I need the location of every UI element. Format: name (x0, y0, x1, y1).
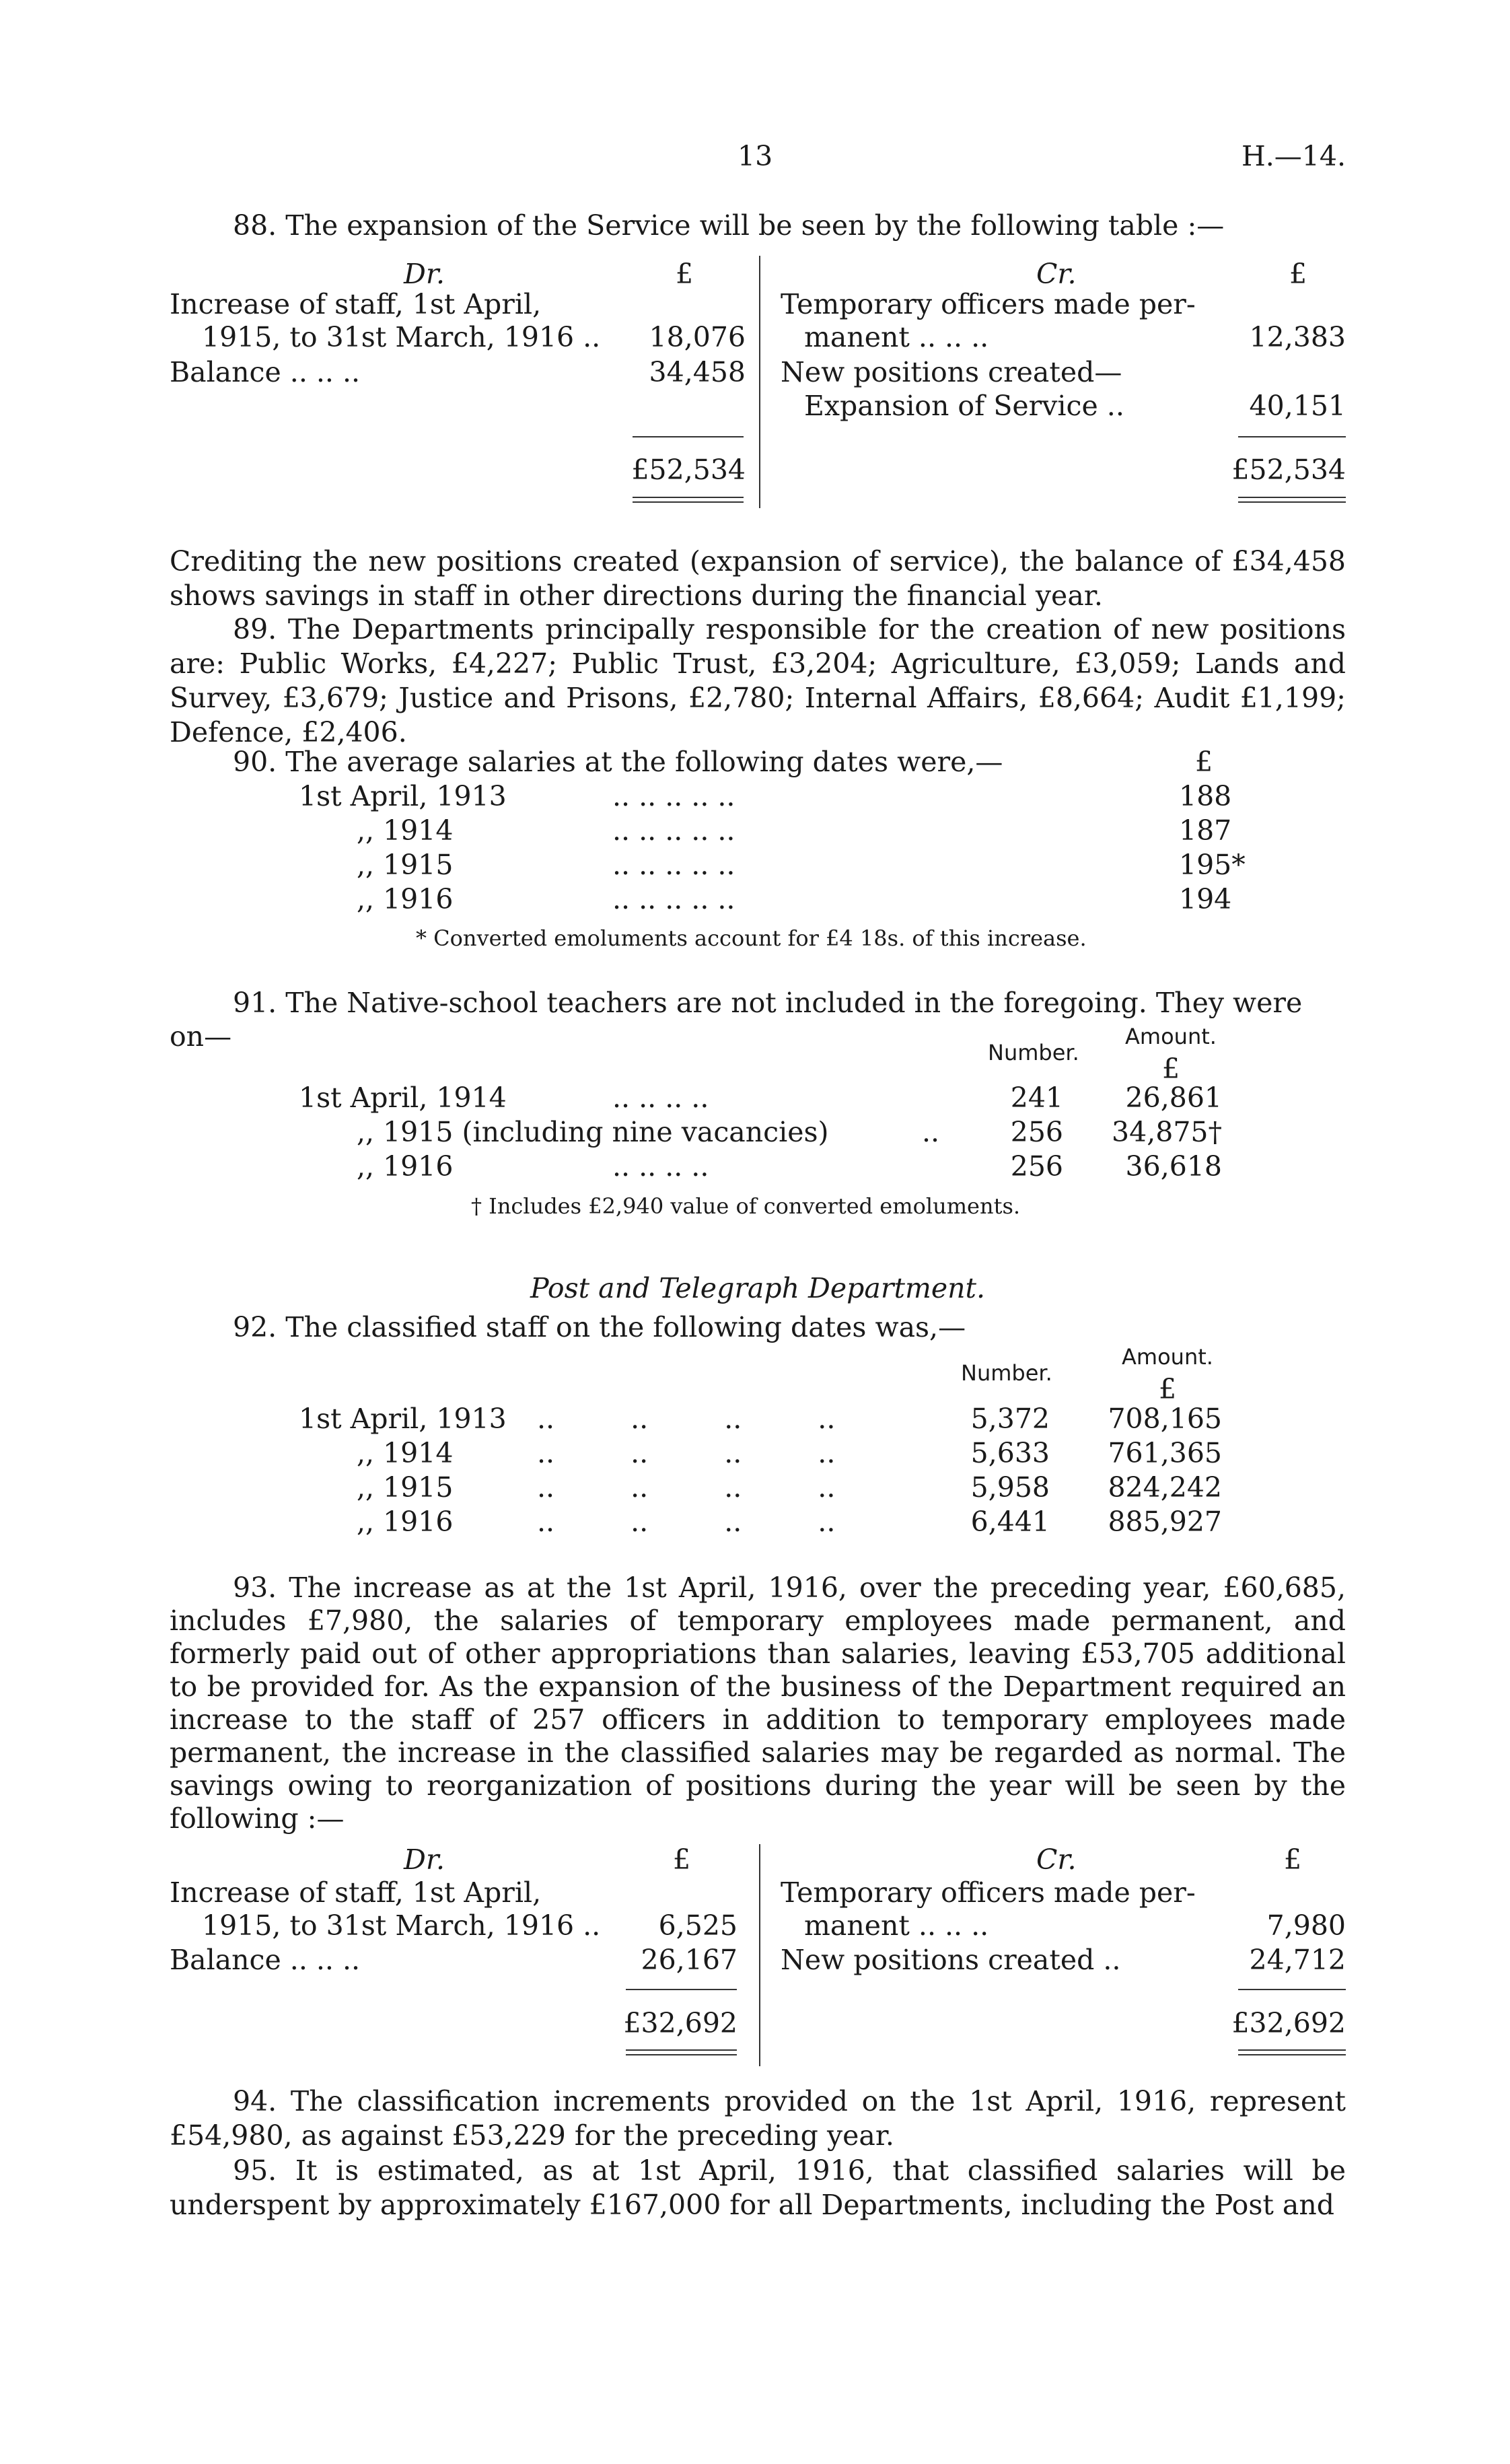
table-92-row-label: ,, 1914 (357, 1437, 454, 1469)
table-90-row-label: ,, 1914 (357, 814, 454, 847)
table-92-col-number: Number. (961, 1360, 1052, 1386)
table-88-cr-double-rule-1 (1238, 497, 1346, 498)
table-88-cr-row2-a: New positions created— (781, 356, 1122, 388)
table-91-row-dots: .. (922, 1116, 940, 1148)
table-88-cr-row2-amount: 40,151 (1249, 390, 1346, 422)
table-90-row-dots: .. .. .. .. .. (612, 849, 735, 881)
table-93-cr-label: Cr. (1036, 1843, 1077, 1876)
paragraph-88-after-text: Crediting the new positions created (expansion of service), the balance of £34,458 shows savings in staff in other directions during the financial year. (170, 545, 1346, 612)
table-88-cr-double-rule-2 (1238, 501, 1346, 503)
paragraph-90-intro: 90. The average salaries at the following dates were,— (233, 746, 1003, 778)
table-91-row-amount: 34,875† (1112, 1116, 1222, 1148)
table-92-row-amount: 824,242 (1108, 1471, 1222, 1504)
table-92-row-amount: 761,365 (1108, 1437, 1222, 1469)
paragraph-93-text: 93. The increase as at the 1st April, 1916, over the preceding year, £60,685, includes £7,980, the salaries of temporary employees made permanent, and formerly paid out of other appropriations than salaries, leaving £53,705 additional to be provided for. As the expansion of the business of the Department required an increase to the staff of 257 officers in addition to temporary employees made permanent, the increase in the classified salaries may be regarded as normal. The savings owing to reorganization of positions during the year will be seen by the following :— (170, 1572, 1346, 1835)
table-90-row-label: ,, 1916 (357, 883, 454, 915)
table-88-dr-rule (633, 436, 744, 437)
table-93-dr-row2: Balance .. .. .. (170, 1944, 361, 1976)
table-88-dr-double-rule-2 (633, 501, 744, 503)
table-91-row-dots: .. .. .. .. (612, 1082, 709, 1114)
table-90-row-value: 187 (1179, 814, 1232, 847)
table-88-cr-row1-b: manent .. .. .. (804, 321, 989, 353)
table-91-row-amount: 36,618 (1125, 1150, 1222, 1183)
table-93-dr-row1-a: Increase of staff, 1st April, (170, 1876, 542, 1909)
paragraph-93 (170, 1572, 1346, 1835)
paragraph-89-text: 89. The Departments principally responsible for the creation of new positions are: Public Works, £4,227; Public Trust, £3,204; Agriculture, £3,059; Lands and Survey, £3,679; Justice and Prisons, £2,780; Internal Affairs, £8,664; Audit £1,199; Defence, £2,406. (170, 613, 1346, 748)
table-88-cr-label: Cr. (1036, 258, 1077, 290)
table-88-divider (759, 256, 760, 508)
table-92-row-dots: .. .. .. .. (537, 1403, 836, 1435)
table-88-dr-row1-b: 1915, to 31st March, 1916 .. (202, 321, 601, 353)
table-88-cr-row1-a: Temporary officers made per- (781, 288, 1196, 320)
table-93-cr-rule (1238, 1989, 1346, 1990)
table-92-col-amount: Amount. (1122, 1344, 1213, 1370)
table-93-divider (759, 1844, 760, 2066)
table-88-dr-row1-a: Increase of staff, 1st April, (170, 288, 542, 320)
table-93-cr-row2-amount: 24,712 (1249, 1944, 1346, 1976)
table-91-col-number: Number. (988, 1040, 1079, 1065)
table-91-row-label: ,, 1916 (357, 1150, 454, 1183)
paragraph-88-intro: 88. The expansion of the Service will be seen by the following table :— (233, 209, 1225, 242)
table-90-row-dots: .. .. .. .. .. (612, 814, 735, 847)
document-reference: H.—14. (1242, 140, 1346, 172)
table-91-col-amount: Amount. (1125, 1024, 1217, 1049)
table-93-dr-total: £32,692 (623, 2007, 738, 2039)
table-91-currency: £ (1161, 1053, 1180, 1085)
section-heading-post-telegraph: Post and Telegraph Department. (530, 1272, 986, 1304)
table-88-dr-row2: Balance .. .. .. (170, 356, 361, 388)
table-88-cr-rule (1238, 436, 1346, 437)
table-93-cr-row1-amount: 7,980 (1266, 1909, 1346, 1942)
table-93-cr-currency: £ (1284, 1843, 1302, 1876)
table-93-dr-row1-amount: 6,525 (658, 1909, 738, 1942)
table-93-cr-row2: New positions created .. (781, 1944, 1121, 1976)
page-number: 13 (738, 140, 773, 172)
table-88-dr-double-rule-1 (633, 497, 744, 498)
table-92-row-number: 5,958 (970, 1471, 1050, 1504)
table-93-dr-double-rule-2 (626, 2054, 737, 2055)
table-93-dr-currency: £ (673, 1843, 691, 1876)
table-93-dr-double-rule-1 (626, 2049, 737, 2051)
table-92-row-dots: .. .. .. .. (537, 1437, 836, 1469)
table-90-row-value: 188 (1179, 780, 1232, 812)
table-92-row-number: 5,633 (970, 1437, 1050, 1469)
table-92-row-label: ,, 1916 (357, 1506, 454, 1538)
paragraph-92-intro: 92. The classified staff on the following dates was,— (233, 1311, 966, 1343)
table-93-cr-double-rule-1 (1238, 2049, 1346, 2051)
table-92-row-label: ,, 1915 (357, 1471, 454, 1504)
table-92-row-label: 1st April, 1913 (299, 1403, 507, 1435)
table-90-row-value: 195* (1179, 849, 1246, 881)
table-93-cr-row1-a: Temporary officers made per- (781, 1876, 1196, 1909)
paragraph-89 (170, 612, 1346, 750)
table-91-row-label: 1st April, 1914 (299, 1082, 507, 1114)
table-93-cr-total: £32,692 (1231, 2007, 1346, 2039)
table-93-dr-row1-b: 1915, to 31st March, 1916 .. (202, 1909, 601, 1942)
paragraph-91-intro-cont: on— (170, 1020, 232, 1053)
table-92-row-number: 5,372 (970, 1403, 1050, 1435)
table-88-dr-row2-amount: 34,458 (649, 356, 746, 388)
table-90-footnote: * Converted emoluments account for £4 18s. of this increase. (416, 925, 1087, 951)
table-92-currency: £ (1158, 1373, 1177, 1405)
table-91-row-dots: .. .. .. .. (612, 1150, 709, 1183)
table-88-dr-label: Dr. (404, 258, 445, 290)
table-90-row-dots: .. .. .. .. .. (612, 780, 735, 812)
table-90-row-value: 194 (1179, 883, 1232, 915)
table-90-row-label: ,, 1915 (357, 849, 454, 881)
paragraph-95 (170, 2154, 1346, 2222)
table-88-dr-row1-amount: 18,076 (649, 321, 746, 353)
table-91-row-number: 256 (1010, 1116, 1063, 1148)
table-91-footnote: † Includes £2,940 value of converted emoluments. (471, 1193, 1021, 1219)
paragraph-91-intro: 91. The Native-school teachers are not included in the foregoing. They were (233, 987, 1303, 1019)
table-91-row-amount: 26,861 (1125, 1082, 1222, 1114)
table-93-cr-double-rule-2 (1238, 2054, 1346, 2055)
paragraph-94 (170, 2084, 1346, 2153)
table-92-row-number: 6,441 (970, 1506, 1050, 1538)
table-88-dr-total: £52,534 (631, 454, 746, 486)
paragraph-88-after (170, 544, 1346, 613)
table-88-cr-currency: £ (1289, 258, 1307, 290)
paragraph-94-text: 94. The classification increments provided on the 1st April, 1916, represent £54,980, as against £53,229 for the preceding year. (170, 2085, 1346, 2152)
paragraph-95-text: 95. It is estimated, as at 1st April, 1916, that classified salaries will be underspent by approximately £167,000 for all Departments, including the Post and (170, 2154, 1346, 2221)
table-92-row-amount: 885,927 (1108, 1506, 1222, 1538)
table-92-row-dots: .. .. .. .. (537, 1471, 836, 1504)
table-88-cr-row2-b: Expansion of Service .. (804, 390, 1124, 422)
table-88-cr-row1-amount: 12,383 (1249, 321, 1346, 353)
table-90-row-dots: .. .. .. .. .. (612, 883, 735, 915)
table-93-cr-row1-b: manent .. .. .. (804, 1909, 989, 1942)
table-91-row-number: 241 (1010, 1082, 1063, 1114)
table-93-dr-label: Dr. (404, 1843, 445, 1876)
table-88-cr-total: £52,534 (1231, 454, 1346, 486)
table-90-row-label: 1st April, 1913 (299, 780, 507, 812)
table-92-row-dots: .. .. .. .. (537, 1506, 836, 1538)
table-93-dr-rule (626, 1989, 737, 1990)
table-91-row-label: ,, 1915 (including nine vacancies) (357, 1116, 829, 1148)
table-91-row-number: 256 (1010, 1150, 1063, 1183)
table-92-row-amount: 708,165 (1108, 1403, 1222, 1435)
table-88-dr-currency: £ (676, 258, 694, 290)
table-90-currency: £ (1195, 746, 1213, 778)
table-93-dr-row2-amount: 26,167 (641, 1944, 738, 1976)
